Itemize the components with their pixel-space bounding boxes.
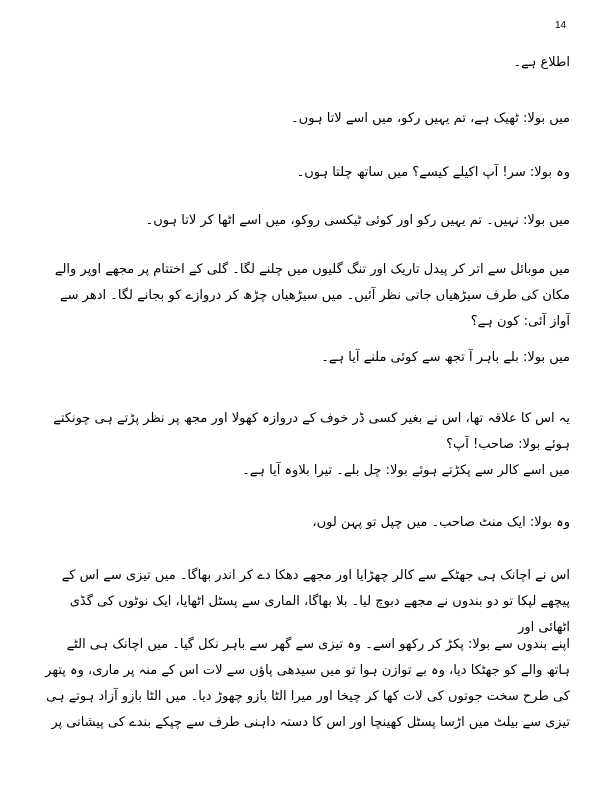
paragraph-5: میں موبائل سے اتر کر پیدل تاریک اور تنگ گلیوں میں چلنے لگا۔ گلی کے اختتام پر مجھے اوپر والے مکان کی طرف سیڑھیاں جاتی نظر آئیں۔ میں سیڑھیاں چڑھ کر دروازے کو بجانے لگا۔ ادھر سے آواز آئی: کون ہے؟ (54, 262, 570, 329)
page-number: 14 (555, 20, 567, 31)
paragraph-11: اپنے بندوں سے بولا: پکڑ کر رکھو اسے۔ وہ تیزی سے گھر سے باہر نکل گیا۔ میں اچانک ہی الٹے ہاتھ والے کو جھٹکا دیا، وہ بے توازن ہوا تو میں سیدھی پاؤں سے لات اس کے منہ پر ماری، وہ پتھر کی طرح سخت جوتوں کی لات کھا کر چیخا اور میرا الٹا بازو چھوڑ دیا۔ میں الٹا بازو آزاد ہوتے ہی تیزی سے بیلٹ میں اڑسا پسٹل کھینچا اور اس کا دستہ داہنی طرف سے چپکے بندے کی پیشانی پر (45, 637, 570, 730)
paragraph-3: وہ بولا: سر! آپ اکیلے کیسے؟ میں ساتھ چلتا ہوں۔ (296, 165, 570, 180)
paragraph-7: یہ اس کا علاقہ تھا، اس نے بغیر کسی ڈر خوف کے دروازہ کھولا اور مجھ پر نظر پڑتے ہی چونکتے ہوئے بولا: صاحب! آپ؟ (53, 411, 570, 452)
paragraph-8: میں اسے کالر سے پکڑتے ہوئے بولا: چل بلے۔ تیرا بلاوہ آیا ہے۔ (242, 463, 570, 478)
paragraph-2: میں بولا: ٹھیک ہے، تم یہیں رکو، میں اسے لاتا ہوں۔ (291, 111, 570, 126)
paragraph-1: اطلاع ہے۔ (513, 55, 570, 70)
paragraph-4: میں بولا: نہیں۔ تم یہیں رکو اور کوئی ٹیکسی روکو، میں اسے اٹھا کر لاتا ہوں۔ (145, 213, 570, 228)
paragraph-9: وہ بولا: ایک منٹ صاحب۔ میں چپل تو پہن لوں، (312, 515, 570, 530)
paragraph-10: اس نے اچانک ہی جھٹکے سے کالر چھڑایا اور مجھے دھکا دے کر اندر بھاگا۔ میں تیزی سے اس کے پیچھے لپکا تو دو بندوں نے مجھے دبوچ لیا۔ بلا بھاگا، الماری سے پسٹل اٹھایا، ایک نوٹوں کی گڈی اٹھائی اور (61, 568, 570, 635)
paragraph-6: میں بولا: بلے باہر آ تجھ سے کوئی ملنے آیا ہے۔ (321, 350, 570, 365)
